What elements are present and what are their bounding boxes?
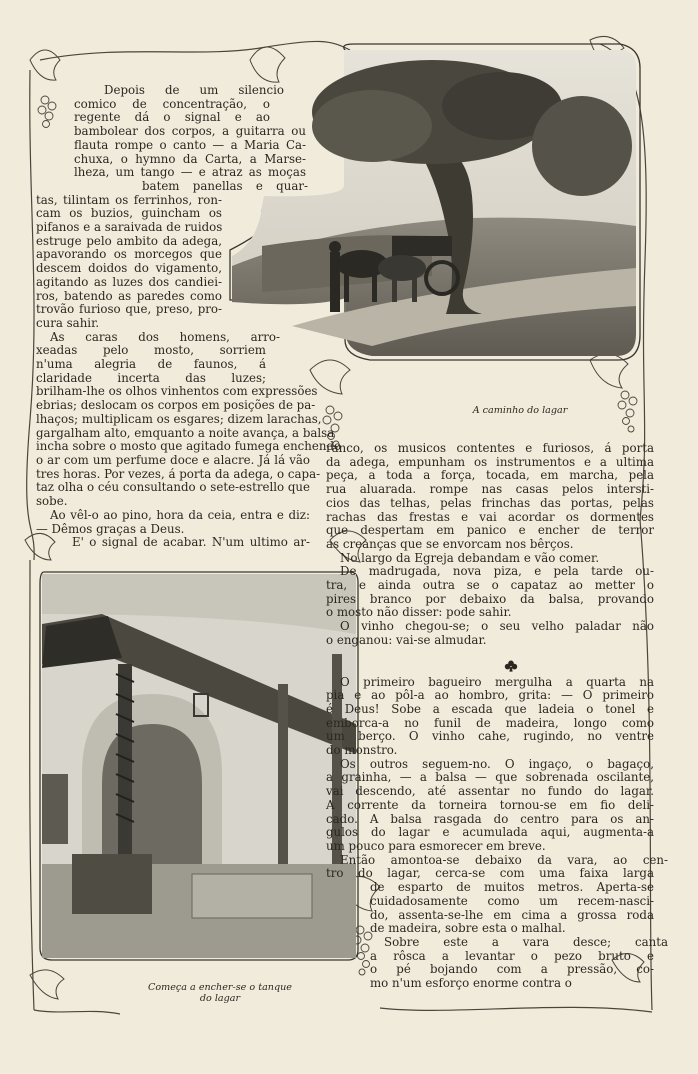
text-line: do, assenta-se-lhe em cima a grossa roda (370, 907, 654, 922)
text-line: batem panellas e quar- (142, 178, 308, 193)
text-line: rachas das frestas e vai acordar os dormentes (326, 509, 654, 524)
text-line: emborca-a no funil de madeira, longo como (326, 715, 654, 730)
text-line: as creanças que se envorcam nos bêrços. (326, 536, 574, 551)
text-line: peça, a toda a força, tocada, em marcha, pela (326, 468, 654, 483)
text-line: flauta rompe o canto — a Maria Ca- (74, 137, 306, 152)
text-line: regente dá o signal e ao (74, 110, 270, 125)
photo-wine-press (42, 574, 356, 958)
text-line: estruge pelo ambito da adega, (36, 233, 222, 248)
text-line: pia e ao pôl-a ao hombro, grita: — O primeiro (326, 688, 654, 703)
text-line: taz olha o céu consultando o sete-estrello que (36, 480, 310, 495)
text-line: Depois de um silencio (104, 83, 284, 97)
text-line: o ar com um perfume doce e alacre. Já lá vão (36, 452, 310, 467)
text-line: tra, e ainda outra se o capataz ao metter o (326, 578, 654, 593)
text-line: Então amontoa-se debaixo da vara, ao cen- (340, 852, 668, 867)
text-line: sobe. (36, 494, 68, 509)
text-line: o enganou: vai-se almudar. (326, 632, 487, 647)
text-line: o mosto não disser: pode sahir. (326, 605, 512, 620)
text-line: tres horas. Por vezes, á porta da adega, o capa- (36, 466, 321, 481)
text-line: cado. A balsa rasgada do centro para os an- (326, 811, 654, 826)
text-line: um berço. O vinho cahe, rugindo, no ventre (326, 729, 654, 744)
text-line: tas, tilintam os ferrinhos, ron- (36, 192, 222, 207)
text-line: incha sobre o mosto que agitado fumega enchendo (36, 439, 342, 454)
text-line: lheza, um tango — e atraz as moças (74, 165, 306, 180)
text-line: ros, batendo as paredes como (36, 288, 222, 303)
text-line: do monstro. (326, 743, 398, 758)
text-line: — Dêmos graças a Deus. (36, 521, 185, 536)
text-line: a rôsca a levantar o pezo bruto e (370, 948, 654, 963)
text-line: ebrias; deslocam os corpos em posições de pa- (36, 398, 316, 413)
text-line: O primeiro bagueiro mergulha a quarta na (340, 674, 654, 689)
text-line: gulos do lagar e acumulada aqui, augmenta-a (326, 825, 654, 840)
text-line: cios das telhas, pelas frinchas das portas, pelas (326, 495, 654, 510)
caption-bottom-line2: do lagar (199, 993, 241, 1004)
article-column-left (36, 83, 342, 550)
text-line: o pé bojando com a pressão, co- (370, 962, 654, 977)
text-line: xeadas pelo mosto, sorriem (36, 343, 266, 358)
text-line: comico de concentração, o (74, 96, 270, 111)
text-line: agitando as luzes dos candiei- (36, 274, 222, 289)
text-line: trovão furioso que, preso, pro- (36, 302, 222, 317)
text-line: Ao vêl-o ao pino, hora da ceia, entra e diz: (50, 507, 310, 522)
text-line: de esparto de muitos metros. Aperta-se (370, 880, 654, 895)
text-line: é Deus! Sobe a escada que ladeia o tonel e (326, 701, 654, 716)
text-line: mo n'um esforço enorme contra o (370, 976, 572, 991)
article-column-right (326, 441, 668, 991)
text-line: que despertam em panico e encher de terror (326, 523, 654, 538)
text-line: de madeira, sobre esta o malhal. (370, 921, 566, 936)
text-line: O vinho chegou-se; o seu velho paladar não (340, 619, 654, 634)
text-line: Os outros seguem-no. O ingaço, o bagaço, (340, 756, 654, 771)
text-line: No largo da Egreja debandam e vão comer. (340, 550, 600, 565)
text-line: da adega, empunham os instrumentos e a ultima (326, 454, 654, 469)
text-line: cura sahir. (36, 315, 100, 330)
text-line: De madrugada, nova piza, e pela tarde ou- (340, 564, 654, 579)
text-line: lhaços; multiplicam os esgares; dizem larachas, (36, 411, 322, 426)
text-line: claridade incerta das luzes; (36, 370, 266, 385)
caption-top-photo: A caminho do lagar (472, 405, 568, 416)
text-line: tro do lagar, cerca-se com uma faixa larga (326, 866, 654, 881)
text-line: brilham-lhe os olhos vinhentos com expressões (36, 384, 318, 399)
text-line: cuidadosamente como um recem-nasci- (370, 893, 654, 908)
text-line: um pouco para esmorecer em breve. (326, 838, 546, 853)
text-line: Sobre este a vara desce; canta (384, 934, 668, 949)
text-line: As caras dos homens, arro- (50, 329, 280, 344)
text-line: E' o signal de acabar. N'um ultimo ar- (72, 535, 310, 550)
text-line (326, 662, 654, 676)
text-line: pifanos e a saraivada de ruidos (36, 220, 223, 235)
text-line: ranco, os musicos contentes e furiosos, á porta (326, 441, 654, 455)
text-line: chuxa, o hymno da Carta, a Marse- (74, 151, 306, 166)
caption-bottom-photo (130, 982, 310, 1004)
text-line: pires branco por debaixo da balsa, provando (326, 591, 654, 606)
caption-bottom-line1: Começa a encher-se o tanque (148, 982, 292, 993)
text-line: vai descendo, até assentar no fundo do lagar. (326, 784, 654, 799)
text-line: gargalham alto, emquanto a noite avança, a balsa (36, 425, 335, 440)
text-line: rua aluarada. rompe nas casas pelos intersti- (326, 482, 654, 497)
text-line: a grainha, — a balsa — que sobrenada oscilante, (326, 770, 654, 785)
club-divider-icon (504, 660, 518, 672)
text-line: descem doidos do vigamento, (36, 261, 222, 276)
text-line: apavorando os morcegos que (36, 247, 222, 262)
text-line: bambolear dos corpos, a guitarra ou (74, 124, 306, 139)
text-line (326, 648, 654, 662)
text-line: A corrente da torneira tornou-se em fio deli- (326, 797, 654, 812)
text-line: n'uma alegria de faunos, á (36, 357, 266, 372)
text-line: cam os buzios, guincham os (36, 206, 222, 221)
